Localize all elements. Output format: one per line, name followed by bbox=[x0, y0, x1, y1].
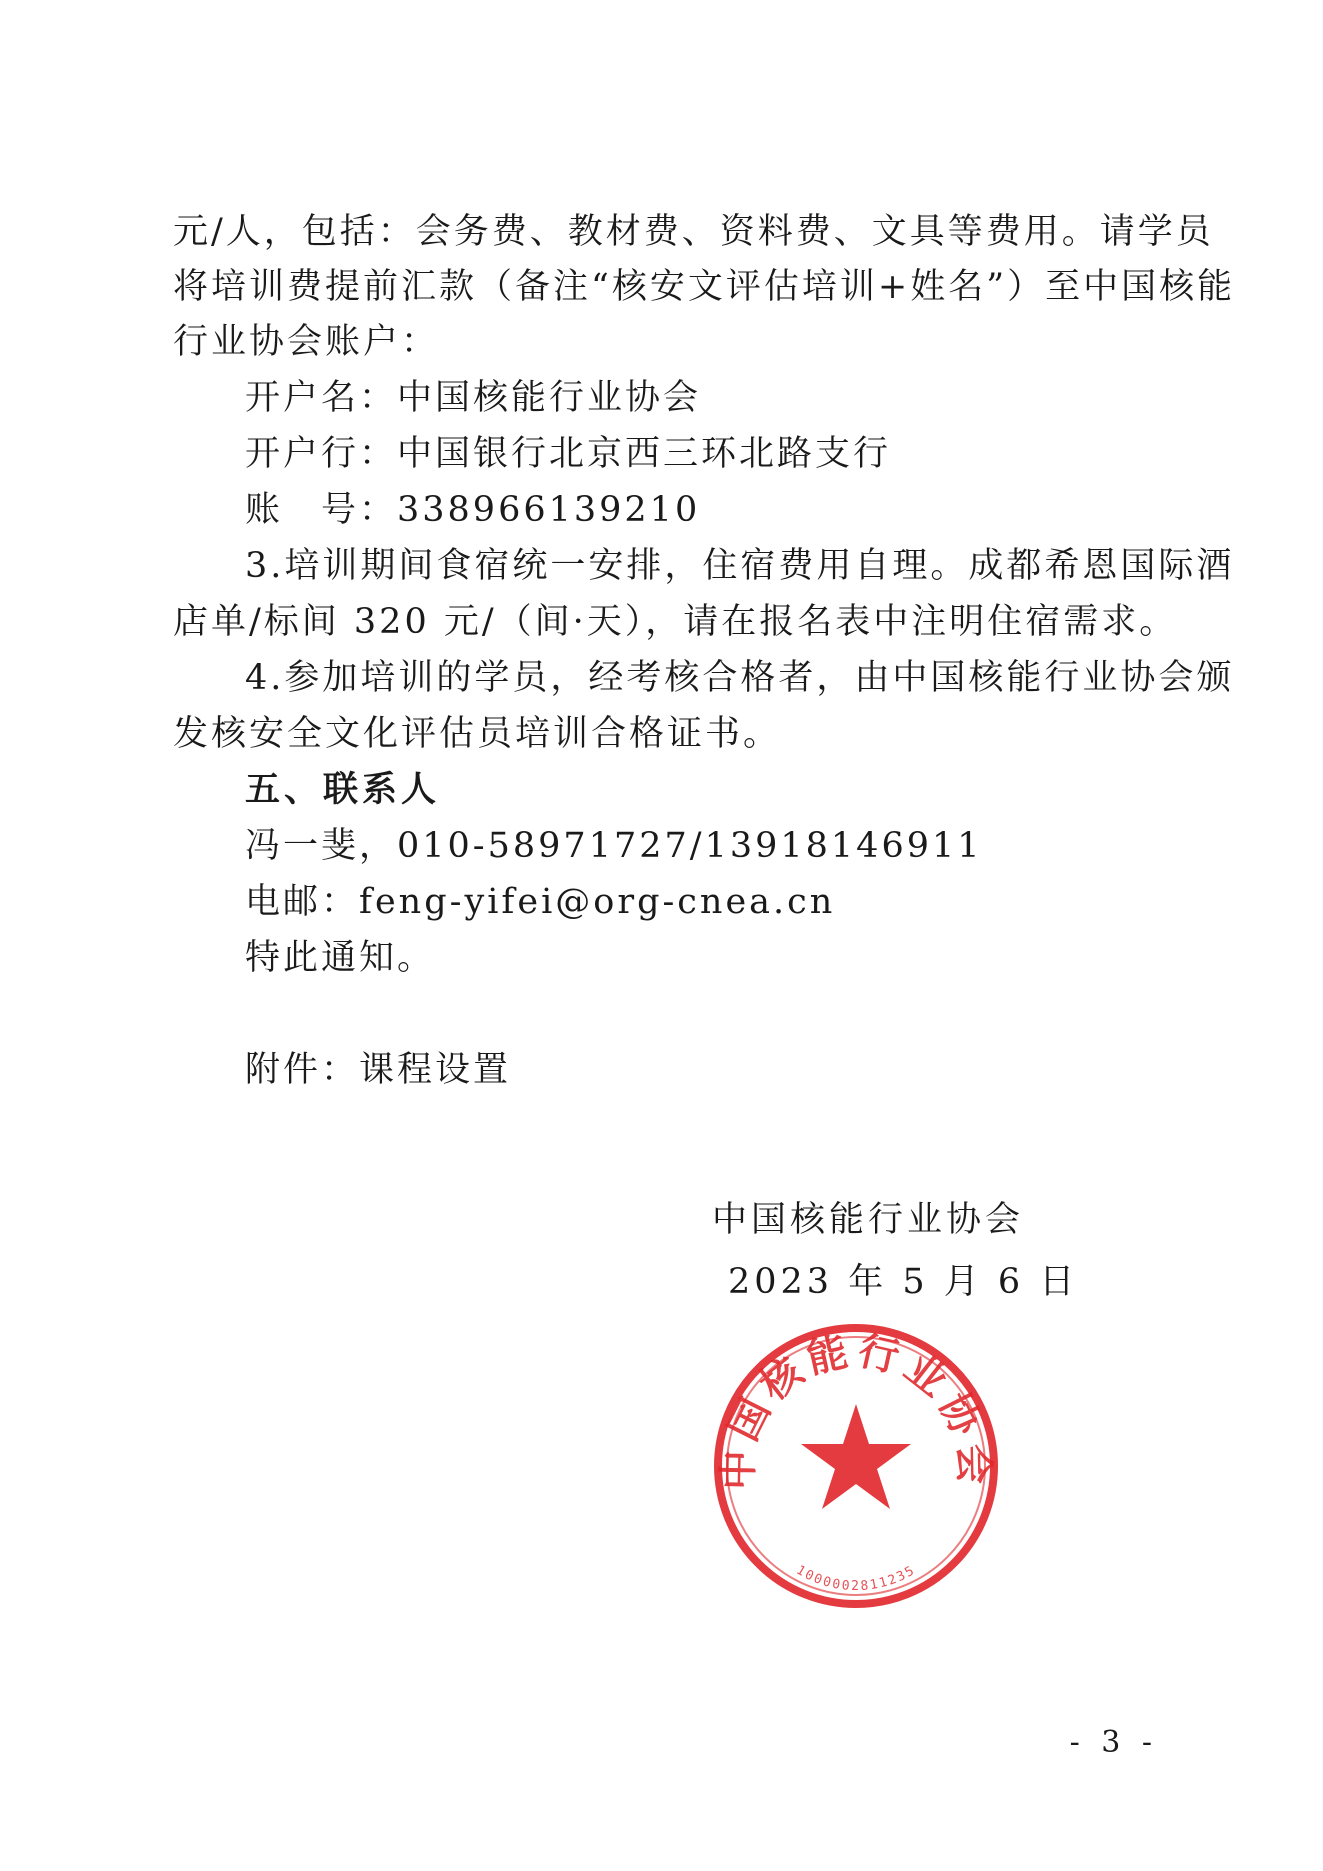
paragraph-lodging-line-1: 3.培训期间食宿统一安排，住宿费用自理。成都希恩国际酒 bbox=[245, 546, 1235, 586]
signature-date: 2023 年 5 月 6 日 bbox=[728, 1262, 1079, 1302]
paragraph-lodging-line-2: 店单/标间 320 元/（间·天），请在报名表中注明住宿需求。 bbox=[173, 602, 1178, 642]
paragraph-fees-line-1: 元/人，包括：会务费、教材费、资料费、文具等费用。请学员 bbox=[173, 212, 1214, 252]
account-number: 账 号：338966139210 bbox=[245, 490, 701, 530]
page-number: - 3 - bbox=[1069, 1725, 1158, 1760]
signature-organization: 中国核能行业协会 bbox=[712, 1200, 1025, 1240]
section-heading-contact: 五、联系人 bbox=[245, 770, 441, 810]
contact-person: 冯一斐，010-58971727/13918146911 bbox=[245, 826, 983, 866]
paragraph-certificate-line-2: 发核安全文化评估员培训合格证书。 bbox=[173, 714, 782, 754]
paragraph-fees-line-3: 行业协会账户： bbox=[173, 322, 440, 362]
account-name: 开户名：中国核能行业协会 bbox=[245, 378, 702, 418]
paragraph-fees-line-2: 将培训费提前汇款（备注“核安文评估培训+姓名”）至中国核能 bbox=[173, 267, 1236, 307]
contact-email: 电邮：feng-yifei@org-cnea.cn bbox=[245, 882, 836, 922]
account-bank: 开户行：中国银行北京西三环北路支行 bbox=[245, 434, 892, 474]
closing-text: 特此通知。 bbox=[245, 938, 436, 978]
svg-text:中国核能行业协会: 中国核能行业协会 bbox=[715, 1327, 997, 1491]
attachment-note: 附件：课程设置 bbox=[245, 1050, 512, 1090]
paragraph-certificate-line-1: 4.参加培训的学员，经考核合格者，由中国核能行业协会颁 bbox=[245, 658, 1235, 698]
official-seal-stamp bbox=[712, 1322, 1000, 1610]
svg-text:1000002811235: 1000002811235 bbox=[793, 1562, 919, 1595]
